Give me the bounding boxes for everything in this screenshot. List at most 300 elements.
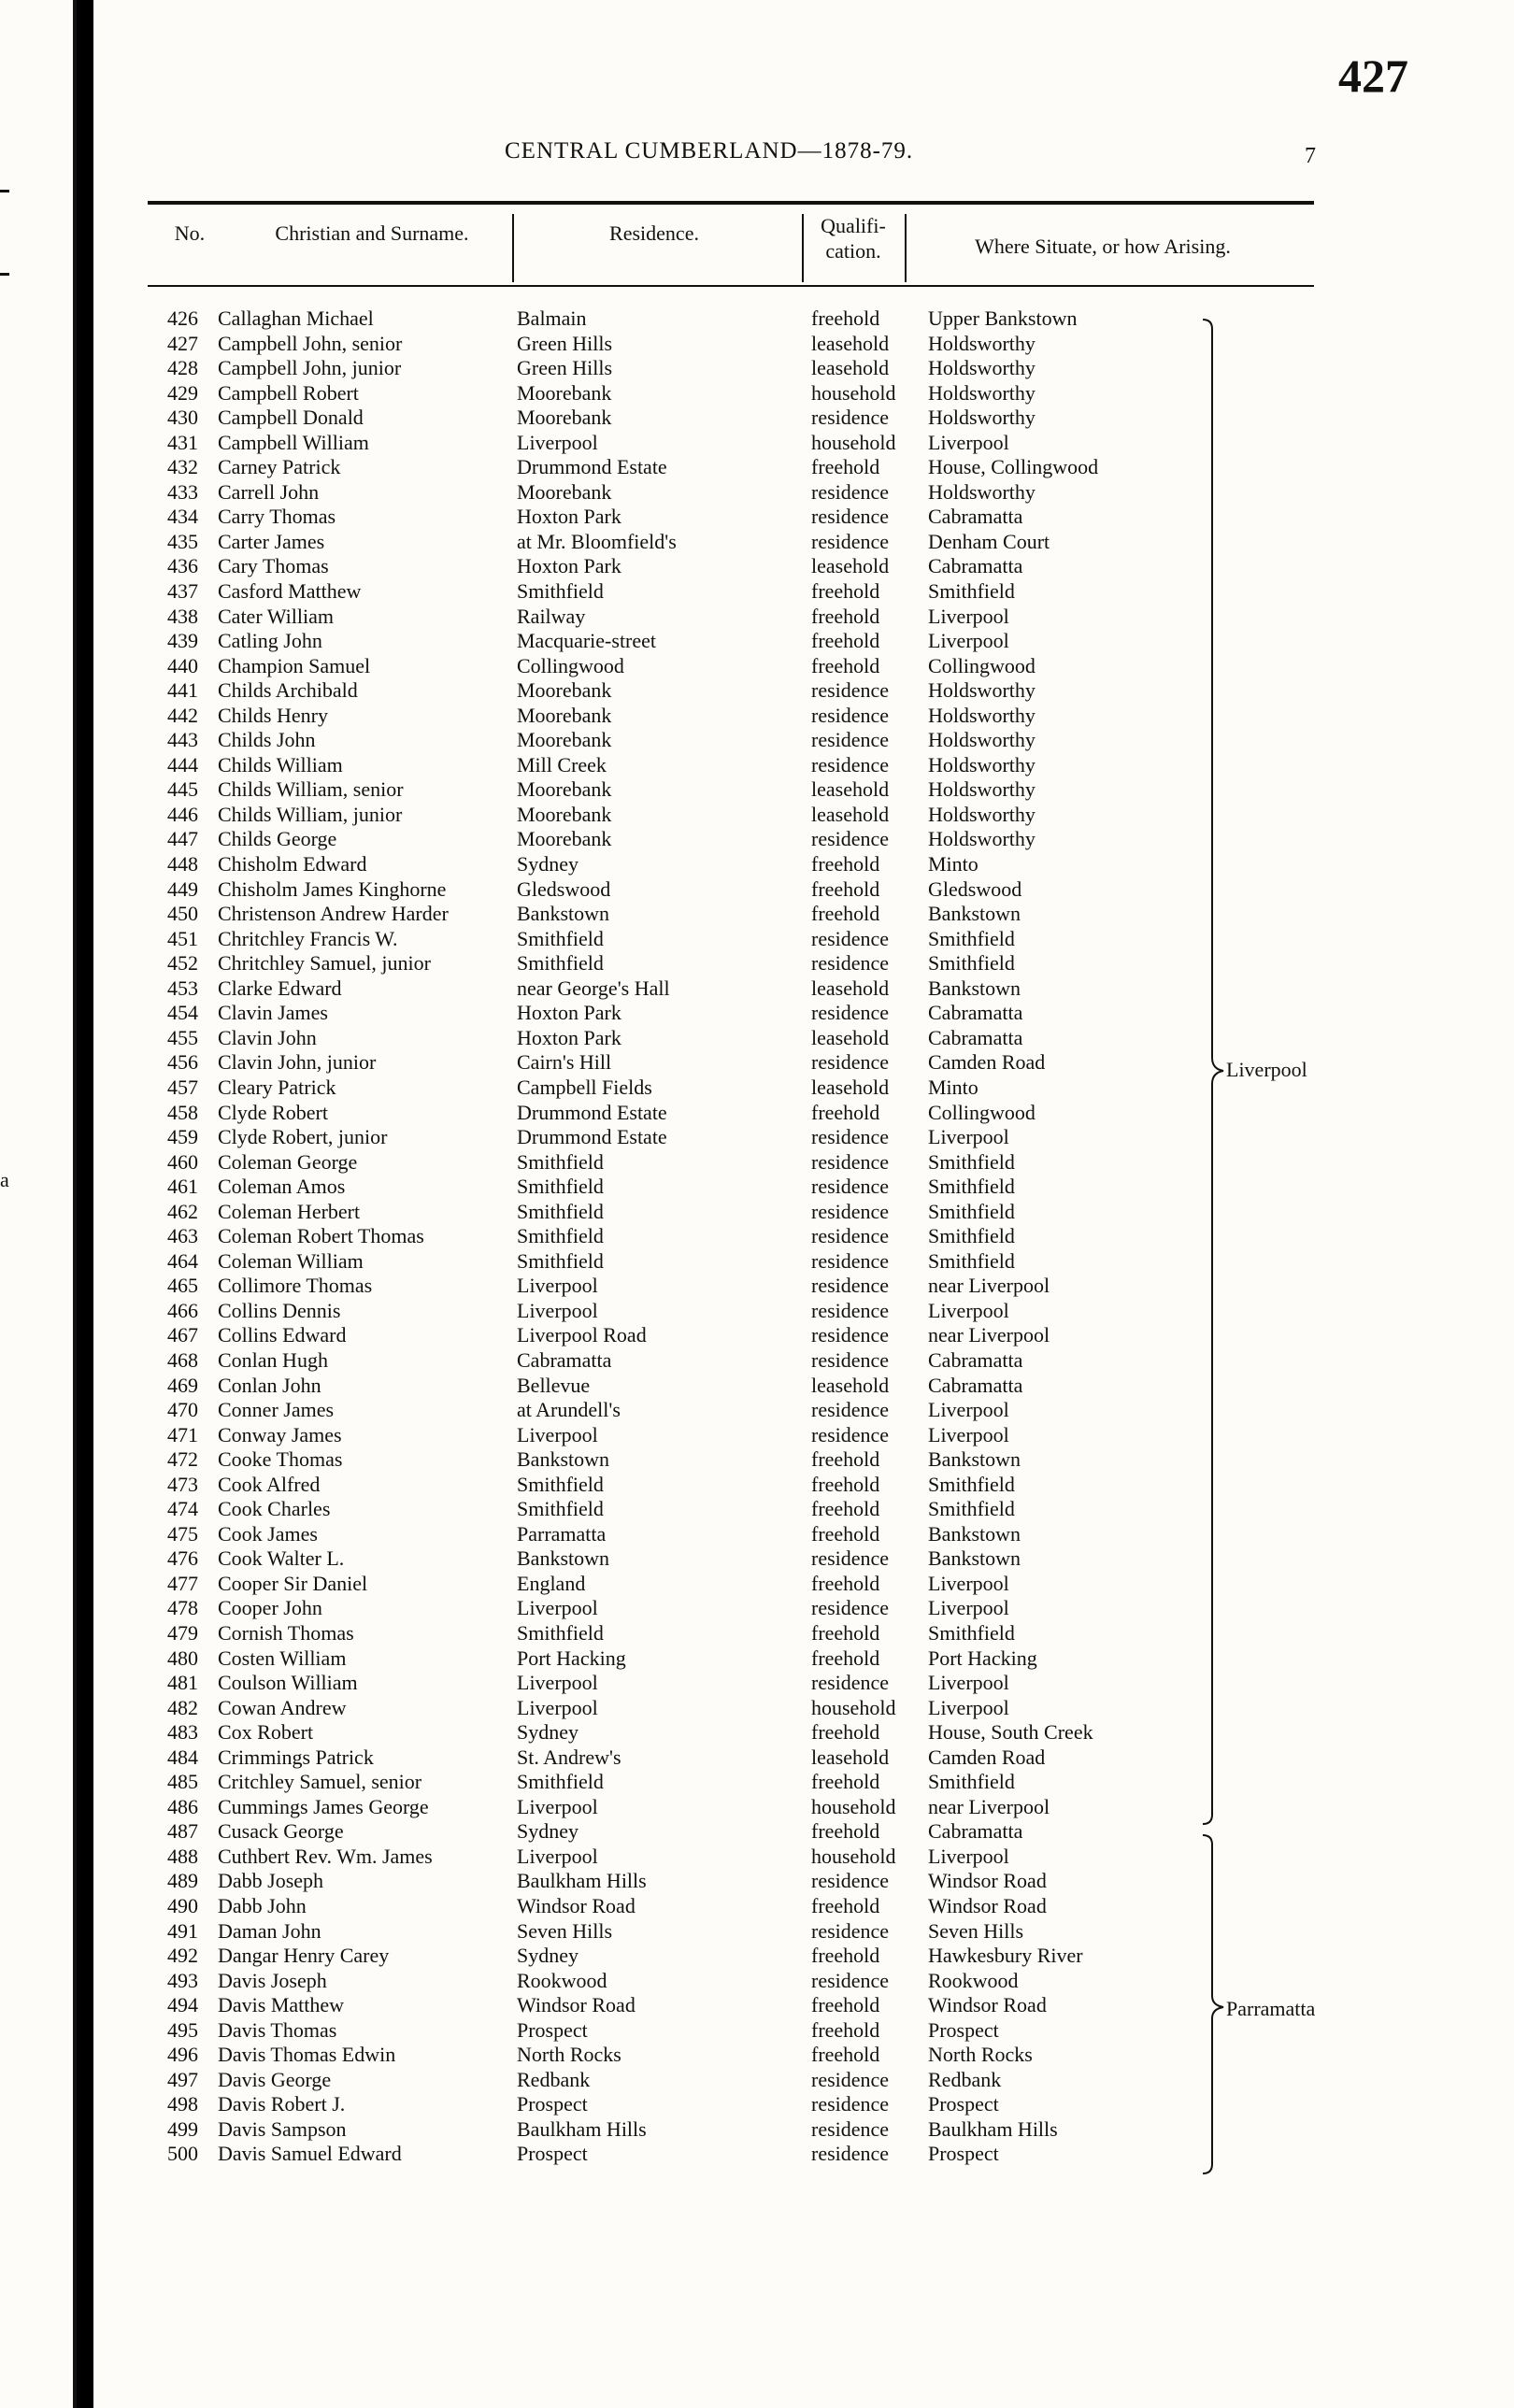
entry-residence: Moorebank [517,678,612,703]
table-row [0,1026,1514,1051]
entry-qualification: freehold [811,876,880,901]
table-row [0,1546,1514,1572]
entry-where: Holdsworthy [928,802,1036,826]
entry-residence: Smithfield [517,579,604,604]
header-residence: Residence. [609,221,699,245]
table-row [0,1398,1514,1423]
entry-qualification: leasehold [811,554,890,578]
entry-qualification: freehold [811,1770,880,1794]
entry-residence: Liverpool [517,1844,598,1868]
entry-number: 489 [167,1869,198,1893]
entry-qualification: freehold [811,902,880,926]
entry-number: 452 [167,951,198,976]
entry-number: 430 [167,406,198,430]
entry-where: Bankstown [928,902,1021,926]
entry-qualification: residence [811,1298,890,1322]
entry-qualification: freehold [811,1571,880,1595]
table-row [0,480,1514,506]
table-row [0,2043,1514,2068]
entry-qualification: freehold [811,2017,880,2042]
entry-qualification: leasehold [811,1025,890,1049]
entry-name: Campbell John, junior [218,356,402,380]
entry-where: Holdsworthy [928,331,1036,355]
entry-where: near Liverpool [928,1794,1050,1818]
entry-residence: Moorebank [517,802,612,826]
entry-residence: Smithfield [517,1175,604,1199]
entry-where: Liverpool [928,1671,1009,1695]
entry-number: 449 [167,876,198,901]
entry-number: 466 [167,1298,198,1322]
table-row [0,704,1514,729]
entry-number: 446 [167,802,198,826]
entry-qualification: residence [811,529,890,553]
entry-residence: Windsor Road [517,1894,636,1917]
entry-name: Conlan John [218,1373,321,1397]
entry-residence: at Mr. Bloomfield's [517,529,677,553]
entry-name: Childs Henry [218,703,328,727]
entry-where: Smithfield [928,1770,1015,1794]
table-row [0,629,1514,654]
entry-qualification: residence [811,1323,890,1347]
entry-name: Cook James [218,1521,318,1546]
entry-where: Minto [928,852,978,876]
entry-where: Smithfield [928,1149,1015,1174]
entry-where: Collingwood [928,653,1036,677]
entry-where: Denham Court [928,529,1050,553]
table-row [0,356,1514,381]
table-row [0,1374,1514,1399]
entry-residence: Prospect [517,2017,588,2042]
entry-name: Campbell Robert [218,380,359,405]
entry-where: Liverpool [928,1844,1009,1868]
liverpool-brace [1201,316,1229,1831]
entry-where: Hawkesbury River [928,1944,1083,1968]
entry-qualification: leasehold [811,331,890,355]
table-row [0,1572,1514,1597]
entry-qualification: freehold [811,1521,880,1546]
table-row [0,1497,1514,1522]
entry-residence: Smithfield [517,1224,604,1248]
entry-qualification: freehold [811,852,880,876]
entry-where: Rookwood [928,1968,1019,1992]
table-row [0,777,1514,803]
entry-residence: Liverpool [517,1596,598,1620]
entry-name: Davis Sampson [218,2116,347,2141]
entry-residence: Hoxton Park [517,554,621,578]
entry-qualification: freehold [811,579,880,604]
table-row [0,1175,1514,1200]
running-title: CENTRAL CUMBERLAND—1878-79. [505,138,914,164]
margin-mark [0,273,9,276]
entry-qualification: residence [811,479,890,504]
entry-where: Redbank [928,2067,1002,2091]
table-row [0,2092,1514,2117]
entry-where: Liverpool [928,1422,1009,1446]
entry-number: 426 [167,306,198,330]
entry-residence: Liverpool Road [517,1323,647,1347]
entry-number: 448 [167,852,198,876]
entry-where: Smithfield [928,579,1015,604]
entry-where: Cabramatta [928,1025,1023,1049]
entry-residence: Cabramatta [517,1347,612,1372]
entry-qualification: residence [811,703,890,727]
entry-name: Clarke Edward [218,976,342,1000]
entry-number: 443 [167,728,198,752]
entry-number: 435 [167,529,198,553]
entry-where: Holdsworthy [928,728,1036,752]
entry-where: Liverpool [928,604,1009,628]
table-row [0,1621,1514,1646]
entry-number: 432 [167,455,198,479]
entry-name: Coleman William [218,1248,364,1273]
table-row [0,1969,1514,1994]
entry-number: 484 [167,1745,198,1769]
entry-number: 493 [167,1968,198,1992]
entry-residence: near George's Hall [517,976,670,1000]
entry-qualification: household [811,1844,896,1868]
entry-name: Critchley Samuel, senior [218,1770,422,1794]
entry-number: 462 [167,1199,198,1223]
entry-qualification: residence [811,1869,890,1893]
entry-qualification: residence [811,678,890,703]
entry-name: Campbell Donald [218,406,364,430]
entry-number: 434 [167,505,198,529]
table-row [0,1869,1514,1894]
entry-residence: Moorebank [517,777,612,802]
entry-name: Cook Charles [218,1497,331,1521]
table-row [0,827,1514,852]
entry-residence: Collingwood [517,653,624,677]
entry-where: Camden Road [928,1745,1046,1769]
entry-name: Collins Dennis [218,1298,341,1322]
entry-where: Smithfield [928,1472,1015,1496]
table-row [0,2068,1514,2093]
entry-name: Carry Thomas [218,505,336,529]
entry-name: Carter James [218,529,325,553]
entry-where: North Rocks [928,2043,1033,2067]
entry-qualification: freehold [811,1944,880,1968]
table-row [0,530,1514,555]
entry-number: 442 [167,703,198,727]
entry-number: 477 [167,1571,198,1595]
entry-name: Davis Matthew [218,1993,345,2017]
entry-qualification: leasehold [811,1745,890,1769]
entry-qualification: residence [811,1224,890,1248]
entry-where: Collingwood [928,1100,1036,1124]
table-row [0,678,1514,704]
entry-where: Liverpool [928,1398,1009,1422]
entry-name: Davis Thomas [218,2017,337,2042]
entry-residence: Baulkham Hills [517,1869,647,1893]
table-row [0,1522,1514,1547]
header-no: No. [174,221,206,245]
entry-qualification: leasehold [811,777,890,802]
table-row [0,654,1514,679]
entry-where: Smithfield [928,1224,1015,1248]
entry-name: Davis Joseph [218,1968,327,1992]
table-row [0,1423,1514,1448]
entry-name: Cusack George [218,1819,344,1844]
entry-residence: Smithfield [517,1149,604,1174]
table-row [0,902,1514,927]
entry-qualification: freehold [811,1472,880,1496]
entry-qualification: freehold [811,1993,880,2017]
entry-residence: Gledswood [517,876,611,901]
entry-number: 447 [167,827,198,851]
table-row [0,1646,1514,1672]
entry-where: Holdsworthy [928,380,1036,405]
entry-number: 457 [167,1075,198,1099]
entry-residence: England [517,1571,586,1595]
entry-qualification: leasehold [811,1075,890,1099]
entry-residence: Liverpool [517,1695,598,1719]
entry-qualification: residence [811,1001,890,1025]
entry-number: 492 [167,1944,198,1968]
entry-number: 481 [167,1671,198,1695]
entry-qualification: freehold [811,455,880,479]
entry-where: Minto [928,1075,978,1099]
table-row [0,2142,1514,2167]
entry-qualification: residence [811,1398,890,1422]
entry-where: Smithfield [928,1497,1015,1521]
entry-where: Bankstown [928,1447,1021,1472]
entry-name: Clavin James [218,1001,328,1025]
entry-number: 444 [167,752,198,777]
entry-number: 427 [167,331,198,355]
entry-where: Liverpool [928,1695,1009,1719]
entry-name: Cornish Thomas [218,1620,354,1645]
entry-residence: Smithfield [517,1472,604,1496]
entry-name: Cook Walter L. [218,1546,345,1571]
entry-name: Crimmings Patrick [218,1745,374,1769]
entry-number: 479 [167,1620,198,1645]
table-row [0,1447,1514,1473]
entry-number: 478 [167,1596,198,1620]
entry-where: Liverpool [928,629,1009,653]
table-row [0,1001,1514,1026]
entry-number: 473 [167,1472,198,1496]
entry-qualification: residence [811,1347,890,1372]
entry-number: 437 [167,579,198,604]
table-row [0,306,1514,332]
entry-name: Clyde Robert, junior [218,1125,388,1149]
table-row [0,1101,1514,1126]
entry-residence: Macquarie-street [517,629,657,653]
entry-name: Childs William [218,752,343,777]
entry-name: Cox Robert [218,1720,314,1745]
entry-name: Catling John [218,629,322,653]
entry-residence: Bellevue [517,1373,591,1397]
table-row [0,455,1514,480]
entry-name: Clavin John, junior [218,1050,377,1075]
entry-qualification: residence [811,1149,890,1174]
entry-name: Coleman Amos [218,1175,346,1199]
table-row [0,554,1514,579]
entry-residence: Liverpool [517,1422,598,1446]
entry-name: Chritchley Samuel, junior [218,951,431,976]
entry-name: Campbell John, senior [218,331,403,355]
entry-qualification: residence [811,2067,890,2091]
entry-name: Cater William [218,604,334,628]
table-row [0,1696,1514,1721]
entry-residence: Baulkham Hills [517,2116,647,2141]
table-row [0,1720,1514,1745]
facing-page-letter: a [0,1168,9,1191]
entry-where: Holdsworthy [928,827,1036,851]
entry-name: Dangar Henry Carey [218,1944,390,1968]
entry-where: Camden Road [928,1050,1046,1075]
entry-qualification: freehold [811,1620,880,1645]
table-row [0,2018,1514,2044]
entry-name: Cooper Sir Daniel [218,1571,368,1595]
entry-residence: Smithfield [517,1497,604,1521]
entry-number: 455 [167,1025,198,1049]
entry-residence: Port Hacking [517,1646,626,1670]
entry-residence: Moorebank [517,479,612,504]
entry-qualification: residence [811,926,890,950]
entry-where: Liverpool [928,1125,1009,1149]
entry-name: Carney Patrick [218,455,341,479]
entry-name: Coulson William [218,1671,358,1695]
entry-residence: Campbell Fields [517,1075,652,1099]
table-row [0,877,1514,903]
entry-residence: Seven Hills [517,1918,613,1943]
entry-residence: Drummond Estate [517,455,667,479]
entry-number: 488 [167,1844,198,1868]
entry-residence: at Arundell's [517,1398,621,1422]
entry-number: 474 [167,1497,198,1521]
entry-where: near Liverpool [928,1323,1050,1347]
entry-where: Prospect [928,2092,999,2116]
entry-residence: Liverpool [517,1671,598,1695]
table-row [0,605,1514,630]
sub-number: 7 [1305,144,1316,168]
table-row [0,1249,1514,1275]
entry-name: Chisholm James Kinghorne [218,876,447,901]
entry-qualification: residence [811,1175,890,1199]
entry-where: Windsor Road [928,1869,1047,1893]
entry-where: Holdsworthy [928,703,1036,727]
entry-number: 498 [167,2092,198,2116]
entry-number: 472 [167,1447,198,1472]
entry-residence: Prospect [517,2092,588,2116]
entry-name: Costen William [218,1646,347,1670]
entry-where: Holdsworthy [928,678,1036,703]
entry-number: 464 [167,1248,198,1273]
entry-residence: Bankstown [517,1447,609,1472]
entry-qualification: freehold [811,1646,880,1670]
entry-residence: Railway [517,604,586,628]
entry-number: 471 [167,1422,198,1446]
entry-where: Prospect [928,2017,999,2042]
entry-residence: Smithfield [517,1770,604,1794]
entry-number: 429 [167,380,198,405]
entry-number: 487 [167,1819,198,1844]
entry-qualification: freehold [811,653,880,677]
entry-qualification: residence [811,406,890,430]
entry-number: 469 [167,1373,198,1397]
entry-number: 491 [167,1918,198,1943]
table-row [0,1845,1514,1870]
table-row [0,1919,1514,1945]
entry-residence: Balmain [517,306,587,330]
header-name: Christian and Surname. [275,221,469,245]
entry-qualification: residence [811,505,890,529]
entry-number: 482 [167,1695,198,1719]
entry-name: Cooper John [218,1596,322,1620]
table-row [0,505,1514,530]
entry-name: Childs Archibald [218,678,358,703]
entry-where: Prospect [928,2142,999,2166]
entry-qualification: residence [811,752,890,777]
entry-residence: Mill Creek [517,752,607,777]
entry-qualification: residence [811,2116,890,2141]
entry-number: 470 [167,1398,198,1422]
table-row [0,976,1514,1002]
entry-residence: Liverpool [517,1794,598,1818]
entry-qualification: residence [811,1968,890,1992]
table-row [0,1944,1514,1969]
entry-qualification: household [811,430,896,454]
entry-qualification: household [811,1695,896,1719]
entry-name: Davis Thomas Edwin [218,2043,396,2067]
header-separator [905,214,907,282]
entry-residence: Liverpool [517,1274,598,1298]
entry-where: Cabramatta [928,1373,1023,1397]
entry-where: Smithfield [928,1175,1015,1199]
entry-number: 468 [167,1347,198,1372]
entry-name: Christenson Andrew Harder [218,902,449,926]
parramatta-brace [1201,1831,1229,2179]
entry-residence: Drummond Estate [517,1125,667,1149]
table-row [0,2117,1514,2143]
voter-list [0,306,1514,2167]
entry-name: Chritchley Francis W. [218,926,398,950]
entry-qualification: residence [811,1671,890,1695]
entry-where: Holdsworthy [928,479,1036,504]
table-row [0,1770,1514,1795]
entry-residence: Moorebank [517,380,612,405]
table-row [0,1596,1514,1621]
table-row [0,1299,1514,1324]
entry-number: 476 [167,1546,198,1571]
entry-where: Cabramatta [928,1347,1023,1372]
entry-number: 485 [167,1770,198,1794]
entry-where: Holdsworthy [928,777,1036,802]
entry-qualification: leasehold [811,356,890,380]
entry-qualification: freehold [811,2043,880,2067]
entry-name: Coleman George [218,1149,358,1174]
entry-name: Conlan Hugh [218,1347,328,1372]
entry-qualification: residence [811,1596,890,1620]
entry-residence: Hoxton Park [517,505,621,529]
entry-residence: Sydney [517,1819,578,1844]
entry-name: Davis George [218,2067,332,2091]
entry-where: Baulkham Hills [928,2116,1058,2141]
entry-qualification: freehold [811,629,880,653]
entry-number: 480 [167,1646,198,1670]
entry-residence: Smithfield [517,1199,604,1223]
entry-qualification: residence [811,2092,890,2116]
entry-number: 438 [167,604,198,628]
entry-name: Cowan Andrew [218,1695,347,1719]
entry-number: 458 [167,1100,198,1124]
entry-number: 428 [167,356,198,380]
table-row [0,927,1514,952]
entry-name: Cummings James George [218,1794,429,1818]
entry-where: Bankstown [928,1521,1021,1546]
entry-number: 441 [167,678,198,703]
